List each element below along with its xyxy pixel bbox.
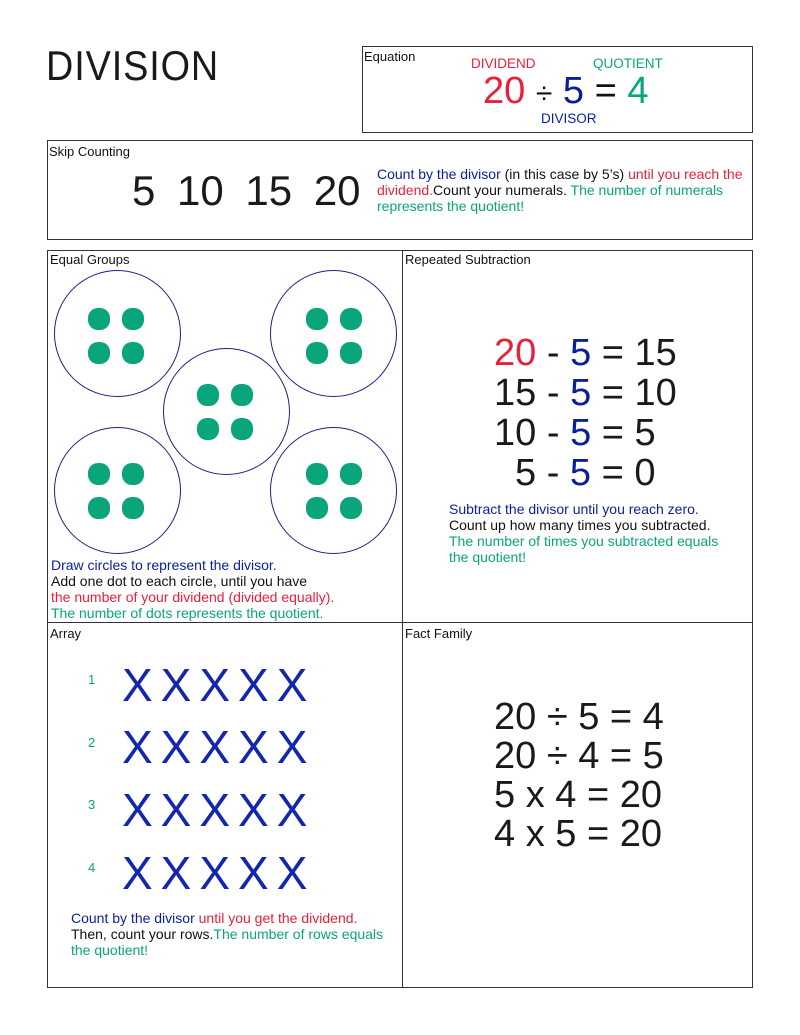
fact-family-line: 4 x 5 = 20 [494, 813, 662, 855]
array-row-number: 1 [88, 672, 96, 687]
skip-note-part: Count by the divisor [377, 166, 501, 182]
subtraction-start: 5 [515, 452, 537, 494]
subtraction-op: - [536, 452, 570, 494]
group-dot [88, 497, 110, 519]
group-dot [340, 497, 362, 519]
group-circle [163, 348, 290, 475]
grid-divider-horizontal [47, 622, 753, 623]
divisor-value: 5 [562, 70, 585, 112]
array-note-part: the quotient! [71, 942, 149, 958]
skip-numbers [132, 167, 361, 215]
skip-note-part: until you reach the dividend. [377, 166, 743, 198]
subtraction-start: 15 [494, 372, 537, 414]
group-circle [270, 270, 397, 397]
array-note-part: The number of rows equals [213, 926, 384, 942]
subtraction-line [494, 373, 677, 413]
equation-label: Equation [364, 49, 416, 64]
repeated-subtraction-label: Repeated Subtraction [405, 252, 531, 267]
subtraction-result: = 10 [591, 372, 677, 414]
fact-family-label: Fact Family [405, 626, 473, 641]
array-note-part: Then, count your rows. [71, 926, 214, 942]
group-dot [197, 418, 219, 440]
subtraction-line [515, 453, 656, 493]
group-dot [122, 463, 144, 485]
fact-family-line: 5 x 4 = 20 [494, 774, 662, 816]
fact-family-line: 20 ÷ 4 = 5 [494, 735, 664, 777]
groups-note-line: the number of your dividend (divided equally). [51, 589, 335, 605]
skip-counting-panel [47, 140, 753, 240]
group-dot [306, 308, 328, 330]
skip-counting-note [377, 166, 752, 214]
skip-note-part: (in this case by 5’s) [500, 166, 629, 182]
subtraction-note-line: Subtract the divisor until you reach zero. [449, 501, 699, 517]
subtraction-line [494, 413, 656, 453]
array-x-row: XXXXX [122, 784, 316, 836]
array-x-row: XXXXX [122, 721, 316, 773]
group-dot [306, 463, 328, 485]
subtraction-divisor: 5 [570, 372, 592, 414]
divisor-label: DIVISOR [541, 111, 597, 126]
array-note-part: Count by the divisor [71, 910, 195, 926]
groups-note-line: Add one dot to each circle, until you have [51, 573, 308, 589]
subtraction-op: - [536, 412, 571, 454]
group-dot [340, 342, 362, 364]
dividend-value: 20 [483, 70, 526, 112]
subtraction-result: = 15 [591, 332, 677, 374]
equal-groups-note [51, 557, 401, 621]
equation-panel [362, 46, 753, 133]
equal-groups-label: Equal Groups [50, 252, 130, 267]
subtraction-divisor: 5 [570, 412, 592, 454]
array-row-number: 4 [88, 860, 96, 875]
array-x-row: XXXXX [122, 659, 316, 711]
subtraction-start: 10 [494, 412, 537, 454]
subtraction-note-line: the quotient! [449, 549, 527, 565]
group-dot [231, 384, 253, 406]
fact-family-line: 20 ÷ 5 = 4 [494, 696, 664, 738]
skip-note-part: The number of numerals represents the quotient! [377, 182, 724, 214]
group-dot [197, 384, 219, 406]
quotient-value: 4 [627, 70, 649, 112]
subtraction-op: - [536, 372, 571, 414]
quotient-label: QUOTIENT [593, 56, 663, 71]
groups-note-line: Draw circles to represent the divisor. [51, 557, 277, 573]
subtraction-note-line: The number of times you subtracted equals [449, 533, 719, 549]
group-dot [122, 342, 144, 364]
group-dot [88, 463, 110, 485]
array-label: Array [50, 626, 82, 641]
skip-number: 20 [313, 167, 361, 214]
skip-note-part: Count your numerals. [433, 182, 571, 198]
skip-number: 10 [177, 167, 224, 214]
grid-divider-vertical [402, 250, 403, 988]
subtraction-divisor: 5 [569, 452, 592, 494]
subtraction-start: 20 [494, 332, 537, 374]
repeated-subtraction-note [449, 501, 749, 565]
group-circle [54, 427, 181, 554]
subtraction-op: - [536, 332, 571, 374]
subtraction-note-line: Count up how many times you subtracted. [449, 517, 711, 533]
subtraction-line [494, 333, 677, 373]
page-title: DIVISION [46, 42, 220, 89]
array-x-row: XXXXX [122, 847, 316, 899]
group-dot [88, 308, 110, 330]
group-dot [340, 463, 362, 485]
equation-expression [483, 71, 648, 114]
group-dot [88, 342, 110, 364]
array-note-part: until you get the dividend. [194, 910, 358, 926]
divide-sign: ÷ [535, 77, 553, 110]
equals-sign: = [594, 70, 617, 112]
group-dot [122, 308, 144, 330]
subtraction-result: = 0 [591, 452, 656, 494]
group-dot [306, 342, 328, 364]
subtraction-result: = 5 [591, 412, 656, 454]
group-circle [54, 270, 181, 397]
group-dot [231, 418, 253, 440]
array-row-number: 2 [88, 735, 96, 750]
group-dot [340, 308, 362, 330]
group-dot [122, 497, 144, 519]
group-dot [306, 497, 328, 519]
array-row-number: 3 [88, 797, 96, 812]
groups-note-line: The number of dots represents the quotient. [51, 605, 324, 621]
skip-number: 5 [132, 167, 156, 214]
group-circle [270, 427, 397, 554]
skip-counting-label: Skip Counting [49, 144, 130, 159]
skip-number: 15 [245, 167, 293, 214]
subtraction-divisor: 5 [570, 332, 592, 374]
array-note [71, 910, 396, 958]
dividend-label: DIVIDEND [471, 56, 536, 71]
